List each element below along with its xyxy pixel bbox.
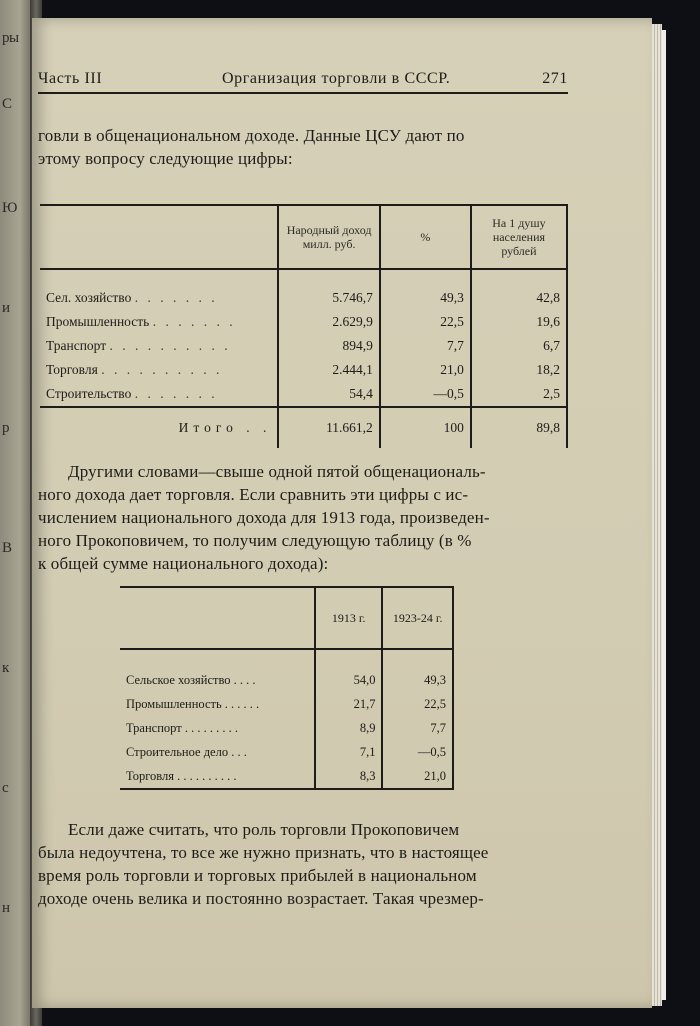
cell-1913: 8,3 xyxy=(315,764,383,789)
table-row: Транспорт . . . . . . . . . . 894,9 7,7 6,7 xyxy=(40,334,567,358)
text-line: ного дохода дает торговля. Если сравнить эти цифры с ис- xyxy=(38,485,469,504)
cell-per-capita: 2,5 xyxy=(471,382,567,407)
text-line: говли в общенациональном доходе. Данные ЦСУ дают по xyxy=(38,126,465,145)
table-row: Промышленность . . . . . . . 2.629,9 22,5 19,6 xyxy=(40,310,567,334)
page-edges xyxy=(652,24,662,1006)
page-edge-highlight xyxy=(662,30,666,1000)
left-page-fragment: н xyxy=(2,900,10,916)
row-label: Транспорт xyxy=(126,720,182,735)
cell-1913: 7,1 xyxy=(315,740,383,764)
total-per-capita: 89,8 xyxy=(471,407,567,448)
text-line: Другими словами—свыше одной пятой общенациональ- xyxy=(68,462,486,481)
table-row: Торговля . . . . . . . . . . 2.444,1 21,0 18,2 xyxy=(40,358,567,382)
cell-1923-24: 7,7 xyxy=(382,716,453,740)
cell-income: 894,9 xyxy=(278,334,379,358)
closing-paragraph xyxy=(38,818,573,910)
intro-paragraph xyxy=(38,124,573,170)
cell-per-capita: 42,8 xyxy=(471,286,567,310)
cell-percent: —0,5 xyxy=(380,382,471,407)
left-page-fragment: и xyxy=(2,300,10,316)
table-row: Сельское хозяйство . . . . 54,0 49,3 xyxy=(120,668,453,692)
comparison-table xyxy=(120,586,454,790)
row-label: Торговля xyxy=(126,768,174,783)
cell-1913: 54,0 xyxy=(315,668,383,692)
left-page-fragment: Ю xyxy=(2,200,17,216)
cell-1923-24: 49,3 xyxy=(382,668,453,692)
text-line: была недоучтена, то все же нужно признать, что в настоящее xyxy=(38,843,489,862)
text-line: ного Прокоповичем, то получим следующую таблицу (в % xyxy=(38,531,472,550)
text-line: к общей сумме национального дохода): xyxy=(38,554,329,573)
table-row: Торговля . . . . . . . . . . 8,3 21,0 xyxy=(120,764,453,789)
cell-per-capita: 18,2 xyxy=(471,358,567,382)
cell-1923-24: 22,5 xyxy=(382,692,453,716)
text-line: этому вопросу следующие цифры: xyxy=(38,149,293,168)
middle-paragraph xyxy=(38,460,573,575)
left-page-fragment: ры xyxy=(2,30,19,46)
page-number: 271 xyxy=(542,70,568,87)
column-header: 1913 г. xyxy=(315,587,383,649)
table-row: Строительство . . . . . . . 54,4 —0,5 2,5 xyxy=(40,382,567,407)
row-label: Сельское хозяйство xyxy=(126,672,231,687)
total-percent: 100 xyxy=(380,407,471,448)
column-header: % xyxy=(380,205,471,269)
cell-income: 54,4 xyxy=(278,382,379,407)
left-page-fragment: к xyxy=(2,660,9,676)
row-label: Транспорт xyxy=(46,338,107,353)
cell-percent: 7,7 xyxy=(380,334,471,358)
left-page-fragment: с xyxy=(2,780,9,796)
left-page-fragment: C xyxy=(2,96,12,112)
row-label: Строительное дело xyxy=(126,744,229,759)
left-page-fragment: В xyxy=(2,540,12,556)
cell-per-capita: 19,6 xyxy=(471,310,567,334)
row-label: Сел. хозяйство xyxy=(46,290,132,305)
column-header xyxy=(120,587,315,649)
cell-income: 2.444,1 xyxy=(278,358,379,382)
column-header xyxy=(40,205,278,269)
national-income-table xyxy=(40,204,568,448)
row-label: Промышленность xyxy=(46,314,150,329)
row-label: Промышленность xyxy=(126,696,222,711)
table-header-row xyxy=(120,587,453,649)
text-line: числением национального дохода для 1913 года, произведен- xyxy=(38,508,490,527)
header-part: Часть III xyxy=(38,70,103,87)
cell-percent: 21,0 xyxy=(380,358,471,382)
left-page-fragment: p xyxy=(2,420,9,436)
cell-1923-24: —0,5 xyxy=(382,740,453,764)
table-header-row xyxy=(40,205,567,269)
cell-1913: 21,7 xyxy=(315,692,383,716)
cell-1923-24: 21,0 xyxy=(382,764,453,789)
cell-percent: 22,5 xyxy=(380,310,471,334)
table-row: Транспорт . . . . . . . . . 8,9 7,7 xyxy=(120,716,453,740)
text-line: доходе очень велика и постоянно возрастает. Такая чрезмер- xyxy=(38,889,484,908)
column-header: 1923-24 г. xyxy=(382,587,453,649)
text-line: время роль торговли и торговых прибылей в национальном xyxy=(38,866,477,885)
row-label: Строительство xyxy=(46,386,132,401)
text-line: Если даже считать, что роль торговли Прокоповичем xyxy=(68,820,460,839)
cell-income: 2.629,9 xyxy=(278,310,379,334)
book-page xyxy=(32,18,652,1008)
table-row: Промышленность . . . . . . 21,7 22,5 xyxy=(120,692,453,716)
cell-percent: 49,3 xyxy=(380,286,471,310)
cell-income: 5.746,7 xyxy=(278,286,379,310)
table-row: Строительное дело . . . 7,1 —0,5 xyxy=(120,740,453,764)
column-header: На 1 душу населения рублей xyxy=(471,205,567,269)
header-title: Организация торговли в СССР. xyxy=(222,70,451,87)
column-header: Народный доход милл. руб. xyxy=(278,205,379,269)
cell-1913: 8,9 xyxy=(315,716,383,740)
total-income: 11.661,2 xyxy=(278,407,379,448)
total-label: Итого xyxy=(178,420,238,435)
cell-per-capita: 6,7 xyxy=(471,334,567,358)
table-total-row: Итого . . 11.661,2 100 89,8 xyxy=(40,407,567,448)
table-row: Сел. хозяйство . . . . . . . 5.746,7 49,3 42,8 xyxy=(40,286,567,310)
row-label: Торговля xyxy=(46,362,98,377)
running-header xyxy=(38,70,568,94)
